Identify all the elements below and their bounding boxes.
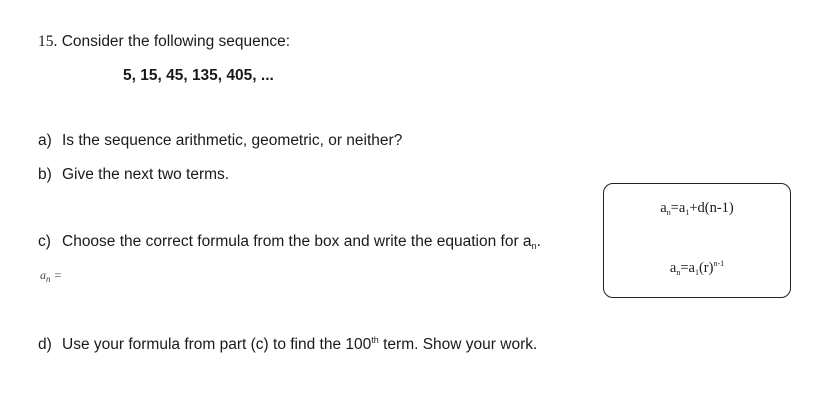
formula-sub-n: n xyxy=(676,268,681,277)
part-a xyxy=(38,132,402,150)
part-d-label: d) xyxy=(38,336,52,353)
answer-equals: = xyxy=(54,268,62,282)
part-c-label: c) xyxy=(38,233,51,250)
question-prompt: Consider the following sequence: xyxy=(61,33,291,50)
formula-a: a xyxy=(660,200,667,216)
part-a-label: a) xyxy=(38,132,52,149)
part-b-label: b) xyxy=(38,166,52,183)
part-b xyxy=(38,166,229,184)
formula-rest: +d(n-1) xyxy=(689,200,734,216)
answer-var-sub: n xyxy=(46,274,51,284)
formula-a: a xyxy=(669,260,677,276)
part-c-subscript: n xyxy=(531,241,537,251)
part-b-text: Give the next two terms. xyxy=(62,166,230,183)
part-c-end: . xyxy=(536,233,541,250)
geometric-formula xyxy=(604,260,790,277)
formula-eq: =a xyxy=(670,200,686,216)
formula-eq: =a xyxy=(680,260,695,276)
question-title xyxy=(38,33,290,51)
question-number: 15. xyxy=(38,33,58,50)
answer-var: a xyxy=(40,268,46,282)
arithmetic-formula xyxy=(604,200,790,217)
formula-box xyxy=(603,183,791,298)
part-c-text: Choose the correct formula from the box and write the equation for a xyxy=(62,233,532,250)
answer-line-an xyxy=(40,268,61,283)
formula-sub-1: 1 xyxy=(685,208,690,217)
part-a-text: Is the sequence arithmetic, geometric, or neither? xyxy=(62,132,403,149)
formula-exponent: n-1 xyxy=(713,259,725,268)
formula-rest: (r) xyxy=(698,260,714,276)
formula-sub-1: 1 xyxy=(694,268,699,277)
part-d-text-after: term. Show your work. xyxy=(378,336,538,353)
sequence-terms: 5, 15, 45, 135, 405, ... xyxy=(123,67,274,84)
part-d-superscript: th xyxy=(371,335,379,345)
part-d-text-before: Use your formula from part (c) to find the 100 xyxy=(62,336,372,353)
part-d xyxy=(38,336,537,354)
part-c xyxy=(38,233,541,251)
formula-sub-n: n xyxy=(666,208,671,217)
